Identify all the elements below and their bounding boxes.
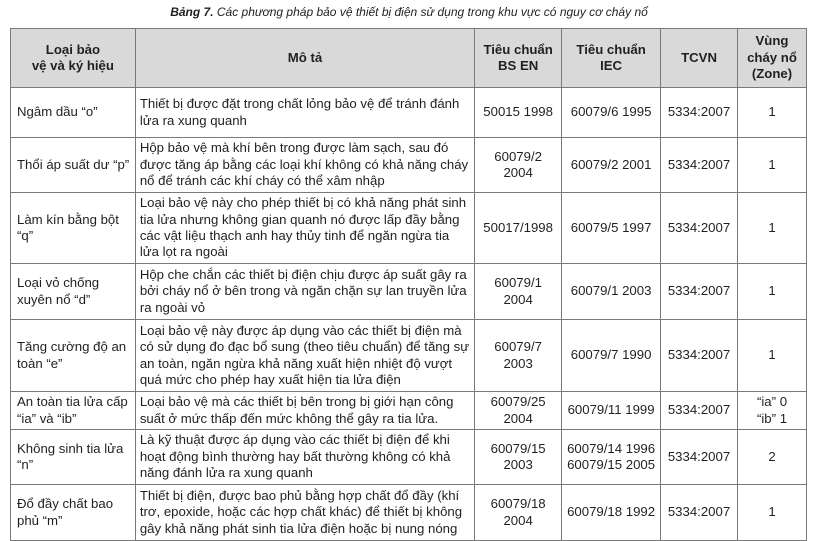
cell-bs-en: 50015 1998 <box>475 88 562 138</box>
cell-zone: 1 <box>738 193 807 264</box>
cell-bs-en: 60079/2 2004 <box>475 138 562 193</box>
cell-description: Là kỹ thuật được áp dụng vào các thiết bị điện để khi hoạt động bình thường hay bất thường không có khả năng đánh lửa ra xung quanh <box>135 430 474 485</box>
cell-tcvn: 5334:2007 <box>661 320 738 392</box>
cell-tcvn: 5334:2007 <box>661 193 738 264</box>
cell-protection-type: An toàn tia lửa cấp “ia” và “ib” <box>11 392 136 430</box>
table-caption <box>0 5 818 19</box>
cell-bs-en: 60079/25 2004 <box>475 392 562 430</box>
header-description: Mô tả <box>135 29 474 88</box>
cell-description: Thiết bị được đặt trong chất lỏng bảo vệ để tránh đánh lửa ra xung quanh <box>135 88 474 138</box>
cell-bs-en: 60079/7 2003 <box>475 320 562 392</box>
cell-iec: 60079/11 1999 <box>562 392 661 430</box>
cell-iec: 60079/18 1992 <box>562 485 661 541</box>
header-zone: Vùng cháy nổ (Zone) <box>738 29 807 88</box>
table-row <box>11 138 807 193</box>
cell-tcvn: 5334:2007 <box>661 88 738 138</box>
cell-protection-type: Không sinh tia lửa “n” <box>11 430 136 485</box>
cell-bs-en: 60079/15 2003 <box>475 430 562 485</box>
cell-description: Hộp bảo vệ mà khí bên trong được làm sạch, sau đó được tăng áp bằng các loại khí không có khả năng cháy nổ để tránh các khí cháy có thể xâm nhập <box>135 138 474 193</box>
header-iec: Tiêu chuẩn IEC <box>562 29 661 88</box>
table-row <box>11 88 807 138</box>
cell-zone: 1 <box>738 320 807 392</box>
table-row <box>11 485 807 541</box>
cell-zone: 1 <box>738 264 807 320</box>
cell-iec: 60079/5 1997 <box>562 193 661 264</box>
caption-text: Các phương pháp bảo vệ thiết bị điện sử dụng trong khu vực có nguy cơ cháy nổ <box>213 5 648 19</box>
table-row <box>11 320 807 392</box>
header-bs-en: Tiêu chuẩn BS EN <box>475 29 562 88</box>
cell-description: Loại bảo vệ mà các thiết bị bên trong bị giới hạn công suất ở mức thấp đến mức không thể gây ra tia lửa. <box>135 392 474 430</box>
cell-protection-type: Thổi áp suất dư “p” <box>11 138 136 193</box>
cell-tcvn: 5334:2007 <box>661 485 738 541</box>
cell-protection-type: Làm kín bằng bột “q” <box>11 193 136 264</box>
cell-description: Thiết bị điện, được bao phủ bằng hợp chất đổ đầy (khí trơ, epoxide, hoặc các hợp chất khác) để thiết bị không gây khả năng phát sinh tia lửa điện hoặc bị nung nóng <box>135 485 474 541</box>
cell-tcvn: 5334:2007 <box>661 392 738 430</box>
cell-iec: 60079/1 2003 <box>562 264 661 320</box>
cell-tcvn: 5334:2007 <box>661 264 738 320</box>
cell-tcvn: 5334:2007 <box>661 430 738 485</box>
table-row <box>11 392 807 430</box>
table-row <box>11 193 807 264</box>
table-row <box>11 430 807 485</box>
cell-tcvn: 5334:2007 <box>661 138 738 193</box>
cell-iec: 60079/14 1996 60079/15 2005 <box>562 430 661 485</box>
cell-iec: 60079/2 2001 <box>562 138 661 193</box>
protection-methods-table <box>10 28 807 541</box>
cell-description: Hộp che chắn các thiết bị điện chịu được áp suất gây ra bởi cháy nổ ở bên trong và ngăn chặn sự lan truyền lửa ra ngoài vỏ <box>135 264 474 320</box>
cell-protection-type: Loại vỏ chống xuyên nổ “d” <box>11 264 136 320</box>
header-tcvn: TCVN <box>661 29 738 88</box>
cell-protection-type: Ngâm dầu “o” <box>11 88 136 138</box>
cell-description: Loại bảo vệ này được áp dụng vào các thiết bị điện mà có sử dụng đo đạc bổ sung (theo tiêu chuẩn) để tăng sự an toàn, ngăn ngừa khả năng xuất hiện nhiệt độ vượt quá mức cho phép hay xuất hiện tia lửa điện <box>135 320 474 392</box>
cell-zone: 1 <box>738 138 807 193</box>
cell-iec: 60079/7 1990 <box>562 320 661 392</box>
table-row <box>11 264 807 320</box>
caption-label: Bảng 7. <box>170 5 214 19</box>
cell-protection-type: Đổ đầy chất bao phủ “m” <box>11 485 136 541</box>
cell-zone: 1 <box>738 88 807 138</box>
cell-bs-en: 60079/1 2004 <box>475 264 562 320</box>
cell-zone: 2 <box>738 430 807 485</box>
cell-protection-type: Tăng cường độ an toàn “e” <box>11 320 136 392</box>
cell-zone: 1 <box>738 485 807 541</box>
cell-bs-en: 60079/18 2004 <box>475 485 562 541</box>
header-protection-type: Loại bảo vệ và ký hiệu <box>11 29 136 88</box>
table-header-row <box>11 29 807 88</box>
cell-iec: 60079/6 1995 <box>562 88 661 138</box>
cell-zone: “ia” 0 “ib” 1 <box>738 392 807 430</box>
cell-bs-en: 50017/1998 <box>475 193 562 264</box>
cell-description: Loại bảo vệ này cho phép thiết bị có khả năng phát sinh tia lửa nhưng không gian quanh nó được lấp đầy bằng các vật liệu thạch anh hay thủy tinh để ngăn ngừa tia lửa lọt ra ngoài <box>135 193 474 264</box>
